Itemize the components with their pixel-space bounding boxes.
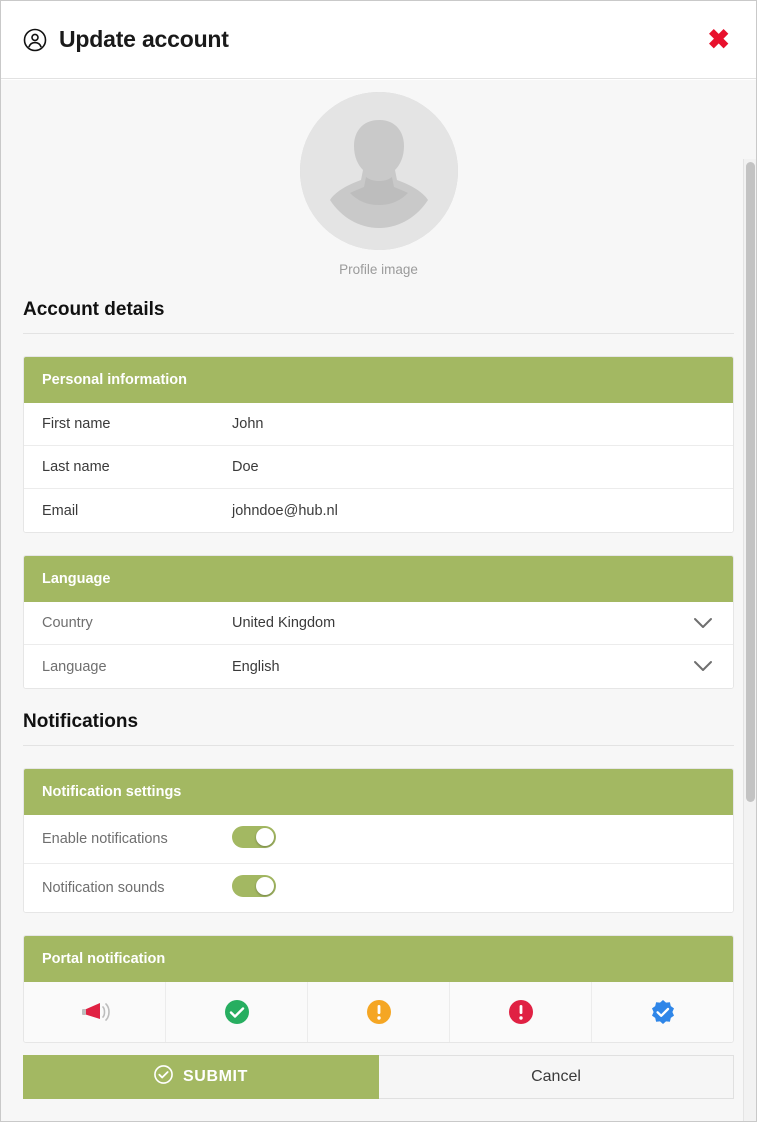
portal-notification-icon-row bbox=[24, 982, 733, 1042]
cancel-button[interactable] bbox=[379, 1055, 734, 1099]
portal-icon-cell-error[interactable] bbox=[450, 982, 592, 1042]
profile-image-area bbox=[23, 80, 734, 277]
profile-image-caption: Profile image bbox=[339, 262, 418, 277]
card-language bbox=[23, 555, 734, 689]
page-title: Update account bbox=[59, 26, 229, 52]
table-row bbox=[24, 864, 733, 912]
avatar[interactable] bbox=[300, 92, 458, 250]
field-label: Enable notifications bbox=[42, 831, 168, 847]
field-label: Notification sounds bbox=[42, 880, 165, 896]
success-check-icon bbox=[224, 999, 250, 1025]
field-label: Email bbox=[42, 502, 79, 519]
toggle-knob bbox=[256, 828, 274, 846]
table-row bbox=[24, 489, 733, 532]
portal-icon-cell-success[interactable] bbox=[166, 982, 308, 1042]
select-value-language: English bbox=[232, 658, 280, 675]
field-label: Last name bbox=[42, 459, 110, 475]
dialog-body bbox=[1, 80, 756, 1121]
field-value-last-name[interactable]: Doe bbox=[232, 459, 259, 475]
portal-icon-cell-megaphone[interactable] bbox=[24, 982, 166, 1042]
toggle-knob bbox=[256, 877, 274, 895]
table-row bbox=[24, 446, 733, 489]
error-exclamation-icon bbox=[508, 999, 534, 1025]
dialog-footer bbox=[1, 1055, 756, 1099]
card-header-language: Language bbox=[24, 556, 733, 602]
field-value-email[interactable]: johndoe@hub.nl bbox=[232, 502, 338, 519]
submit-button[interactable] bbox=[23, 1055, 379, 1099]
portal-icon-cell-verified[interactable] bbox=[592, 982, 733, 1042]
field-label: First name bbox=[42, 416, 111, 432]
check-circle-icon bbox=[154, 1065, 173, 1089]
chevron-down-icon[interactable] bbox=[693, 615, 715, 632]
dialog-title-group bbox=[23, 26, 229, 53]
select-language[interactable] bbox=[24, 645, 733, 688]
scrollbar[interactable] bbox=[743, 159, 756, 1121]
card-header-notification-settings: Notification settings bbox=[24, 769, 733, 815]
table-row bbox=[24, 403, 733, 446]
submit-button-label: SUBMIT bbox=[183, 1068, 248, 1085]
dialog-titlebar bbox=[1, 1, 756, 79]
select-country[interactable] bbox=[24, 602, 733, 645]
card-portal-notification bbox=[23, 935, 734, 1043]
close-icon[interactable]: ✖ bbox=[707, 24, 730, 54]
table-row bbox=[24, 815, 733, 864]
verified-badge-icon bbox=[650, 999, 676, 1025]
warning-exclamation-icon bbox=[366, 999, 392, 1025]
cancel-button-label: Cancel bbox=[531, 1068, 581, 1085]
toggle-cell bbox=[232, 826, 715, 852]
field-label: Language bbox=[42, 658, 107, 675]
section-heading-account-details: Account details bbox=[23, 299, 734, 334]
select-value-country: United Kingdom bbox=[232, 615, 336, 631]
card-personal-information bbox=[23, 356, 734, 533]
toggle-cell bbox=[232, 875, 715, 901]
field-label: Country bbox=[42, 615, 93, 631]
card-notification-settings bbox=[23, 768, 734, 913]
dialog-content bbox=[1, 80, 756, 1121]
section-heading-notifications: Notifications bbox=[23, 711, 734, 746]
field-value-first-name[interactable]: John bbox=[232, 416, 264, 432]
scrollbar-thumb[interactable] bbox=[746, 162, 755, 802]
card-header-portal-notification: Portal notification bbox=[24, 936, 733, 982]
user-circle-icon bbox=[23, 28, 47, 52]
toggle-enable-notifications[interactable] bbox=[232, 826, 276, 848]
toggle-notification-sounds[interactable] bbox=[232, 875, 276, 897]
megaphone-icon bbox=[80, 999, 110, 1025]
chevron-down-icon[interactable] bbox=[693, 658, 715, 675]
card-header-personal-information: Personal information bbox=[24, 357, 733, 403]
portal-icon-cell-warning[interactable] bbox=[308, 982, 450, 1042]
